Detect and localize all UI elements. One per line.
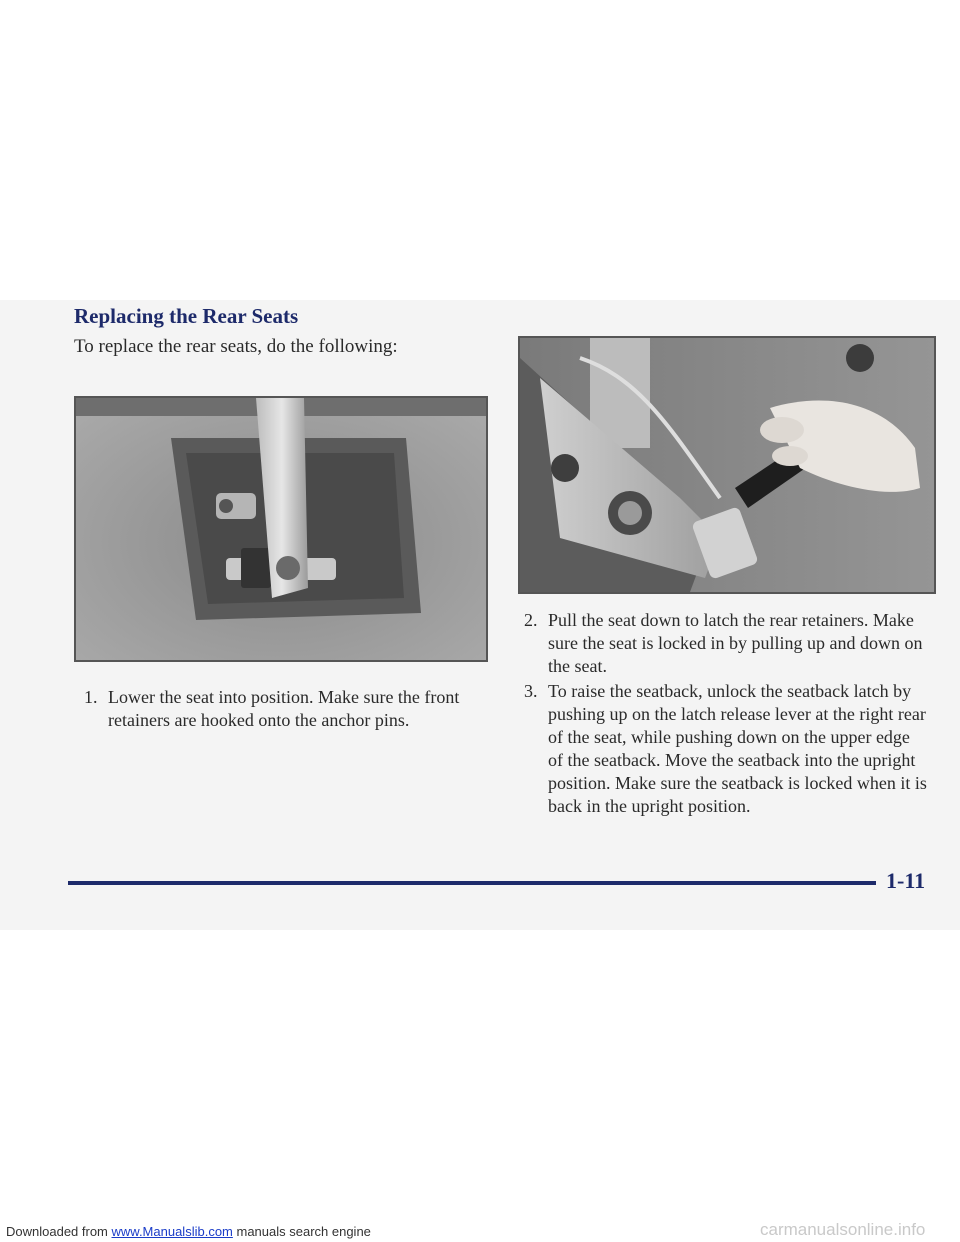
step-text: Pull the seat down to latch the rear retainers. Make sure the seat is locked in by pulling up and down on the seat. [548,610,923,676]
step-2 [524,609,928,678]
footer-prefix: Downloaded from [6,1224,112,1239]
footer-rule [68,881,876,885]
step-1 [84,686,474,732]
anchor-pin-photo [74,396,488,662]
latch-lever-photo [518,336,936,594]
intro-text: To replace the rear seats, do the following: [74,336,398,357]
site-watermark: carmanualsonline.info [760,1220,926,1239]
manualslib-link[interactable]: www.Manualslib.com [111,1224,233,1239]
footer-suffix: manuals search engine [232,1224,371,1239]
section-title: Replacing the Rear Seats [74,304,299,328]
download-footer [6,1224,371,1239]
step-number: 3. [524,681,538,701]
step-text: To raise the seatback, unlock the seatback latch by pushing up on the latch release lever at the right rear of the seat, while pushing down on the upper edge of the seatback. Move the seatback into the upright position. Make sure the seatback is locked when it is back in the upright position. [548,681,927,816]
page-number: 1-11 [886,868,926,893]
step-number: 1. [84,687,98,707]
step-number: 2. [524,610,538,630]
step-3 [524,680,928,818]
step-text: Lower the seat into position. Make sure the front retainers are hooked onto the anchor pins. [108,687,460,730]
